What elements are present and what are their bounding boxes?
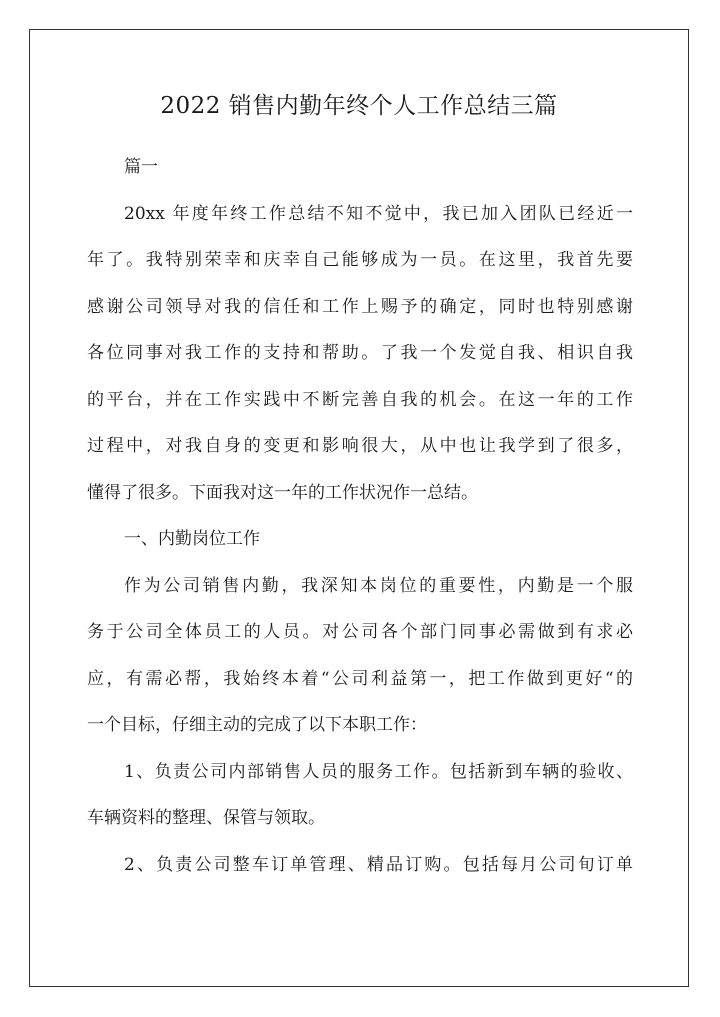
- paragraph-line: 年了。我特别荣幸和庆幸自己能够成为一员。在这里，我首先要: [87, 250, 633, 270]
- section-heading-internal-work: 一、内勤岗位工作: [124, 529, 260, 549]
- paragraph-line: 作为公司销售内勤，我深知本岗位的重要性，内勤是一个服: [124, 575, 633, 596]
- paragraph-line: 懂得了很多。下面我对这一年的工作状况作一总结。: [87, 482, 478, 503]
- document-body: [87, 144, 633, 888]
- paragraph-line: 20xx 年度年终工作总结不知不觉中，我已加入团队已经近一: [124, 203, 633, 224]
- paragraph-line: 过程中，对我自身的变更和影响很大，从中也让我学到了很多，: [87, 436, 633, 456]
- section-heading-part-one: 篇一: [124, 157, 158, 177]
- document-title: 2022 销售内勤年终个人工作总结三篇: [160, 93, 558, 119]
- list-item-line: 1、负责公司内部销售人员的服务工作。包括新到车辆的验收、: [124, 761, 633, 782]
- paragraph-line: 各位同事对我工作的支持和帮助。了我一个发觉自我、相识自我: [87, 343, 633, 363]
- paragraph-line: 应，有需必帮，我始终本着“公司利益第一，把工作做到更好“的: [87, 668, 633, 689]
- paragraph-line: 务于公司全体员工的人员。对公司各个部门同事必需做到有求必: [87, 622, 633, 642]
- list-item-line: 车辆资料的整理、保管与领取。: [87, 808, 325, 828]
- paragraph-line: 感谢公司领导对我的信任和工作上赐予的确定，同时也特别感谢: [87, 296, 633, 317]
- list-item-line: 2、负责公司整车订单管理、精品订购。包括每月公司旬订单: [124, 854, 633, 875]
- paragraph-line: 的平台，并在工作实践中不断完善自我的机会。在这一年的工作: [87, 389, 633, 410]
- paragraph-line: 一个目标，仔细主动的完成了以下本职工作：: [87, 715, 427, 735]
